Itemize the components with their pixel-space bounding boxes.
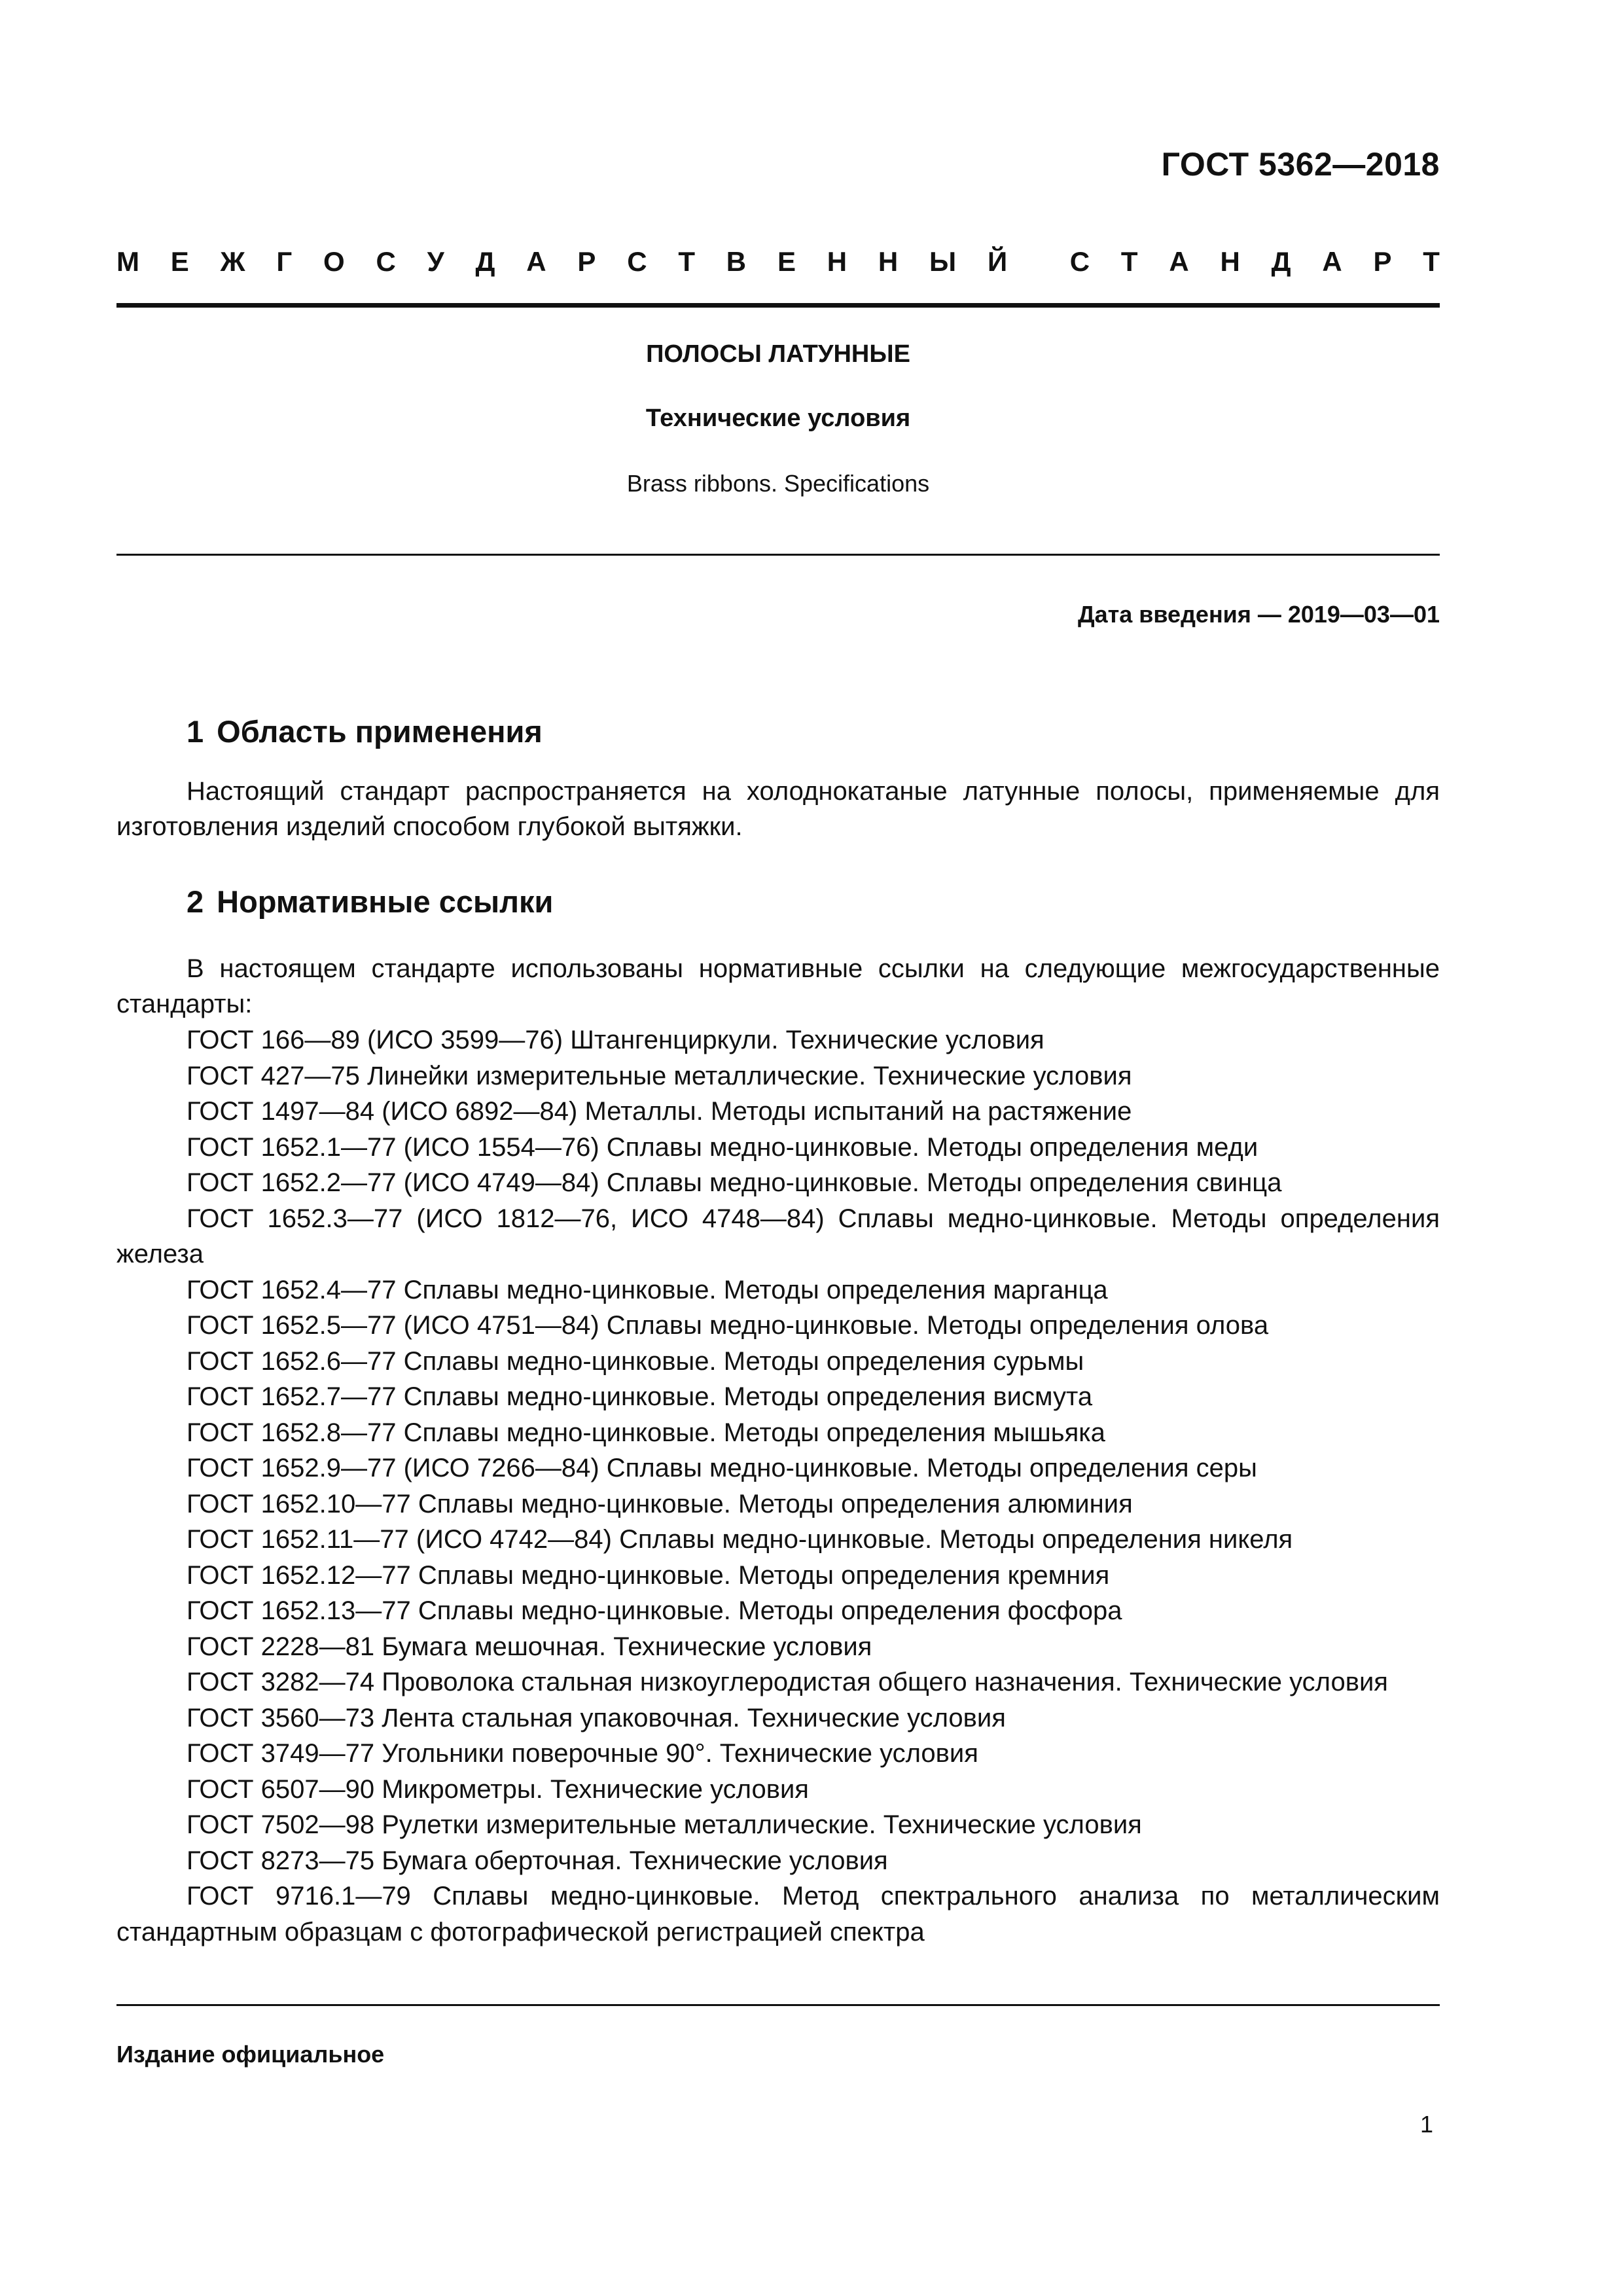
reference-item: ГОСТ 1652.11—77 (ИСО 4742—84) Сплавы медно-цинковые. Методы определения никеля	[187, 1525, 1293, 1554]
banner-letter: Т	[678, 246, 695, 277]
banner-letter: Д	[475, 246, 495, 277]
reference-item: ГОСТ 1652.6—77 Сплавы медно-цинковые. Методы определения сурьмы	[187, 1346, 1084, 1376]
standard-number: ГОСТ 5362—2018	[1161, 146, 1440, 183]
normative-references-list	[116, 1022, 1440, 1950]
reference-item: ГОСТ 427—75 Линейки измерительные металлические. Технические условия	[187, 1061, 1132, 1090]
banner-letter: А	[1169, 246, 1189, 277]
banner-letter: С	[376, 246, 396, 277]
reference-item: ГОСТ 1652.8—77 Сплавы медно-цинковые. Методы определения мышьяка	[187, 1418, 1105, 1447]
section-2-intro	[116, 951, 1440, 1022]
reference-item: ГОСТ 1652.10—77 Сплавы медно-цинковые. Методы определения алюминия	[187, 1489, 1133, 1518]
header-divider	[116, 303, 1440, 308]
reference-item: ГОСТ 1652.3—77 (ИСО 1812—76, ИСО 4748—84) Сплавы медно-цинковые. Методы определения железа	[116, 1204, 1440, 1268]
banner-letter: Н	[878, 246, 899, 277]
reference-item: ГОСТ 8273—75 Бумага оберточная. Технические условия	[187, 1846, 888, 1875]
introduction-date: Дата введения — 2019—03—01	[1077, 601, 1440, 628]
banner-letter: Т	[1120, 246, 1138, 277]
section-2-intro-paragraph: В настоящем стандарте использованы нормативные ссылки на следующие межгосударственные стандарты:	[116, 954, 1440, 1018]
reference-item: ГОСТ 1652.12—77 Сплавы медно-цинковые. Методы определения кремния	[187, 1560, 1110, 1590]
document-title: ПОЛОСЫ ЛАТУННЫЕ	[646, 340, 910, 368]
banner-letter: Н	[827, 246, 847, 277]
banner-letter: О	[323, 246, 345, 277]
page-number: 1	[1419, 2111, 1433, 2138]
reference-item: ГОСТ 3749—77 Угольники поверочные 90°. Технические условия	[187, 1739, 978, 1768]
banner-letter: А	[526, 246, 546, 277]
banner-letter: Д	[1271, 246, 1291, 277]
banner-letter: Г	[276, 246, 293, 277]
reference-item: ГОСТ 1652.1—77 (ИСО 1554—76) Сплавы медно-цинковые. Методы определения меди	[187, 1132, 1258, 1162]
reference-item: ГОСТ 3560—73 Лента стальная упаковочная. Технические условия	[187, 1703, 1006, 1732]
section-2-heading	[187, 884, 553, 920]
section-2-title: Нормативные ссылки	[217, 884, 554, 919]
reference-item: ГОСТ 7502—98 Рулетки измерительные металлические. Технические условия	[187, 1810, 1142, 1839]
document-subtitle: Технические условия	[645, 404, 911, 432]
reference-item: ГОСТ 9716.1—79 Сплавы медно-цинковые. Метод спектрального анализа по металлическим стандартным образцам с фотографической регистрацией спектра	[116, 1882, 1440, 1946]
banner-letter: С	[627, 246, 647, 277]
banner-letter: Ж	[220, 246, 245, 277]
banner-letter: М	[116, 246, 139, 277]
section-1-title: Область применения	[217, 714, 543, 749]
banner-letter: Й	[987, 246, 1008, 277]
standard-type-banner	[116, 246, 1440, 278]
section-1-heading	[187, 713, 543, 749]
reference-item: ГОСТ 1652.4—77 Сплавы медно-цинковые. Методы определения марганца	[187, 1275, 1108, 1304]
reference-item: ГОСТ 1497—84 (ИСО 6892—84) Металлы. Методы испытаний на растяжение	[187, 1097, 1132, 1126]
official-edition-label: Издание официальное	[116, 2041, 385, 2068]
banner-letter: В	[726, 246, 747, 277]
banner-letter: С	[1069, 246, 1090, 277]
reference-item: ГОСТ 3282—74 Проволока стальная низкоуглеродистая общего назначения. Технические условия	[187, 1668, 1388, 1696]
section-1-number: 1	[187, 714, 204, 749]
banner-letter: Т	[1423, 246, 1440, 277]
footer-divider	[116, 2004, 1440, 2006]
reference-item: ГОСТ 6507—90 Микрометры. Технические условия	[187, 1774, 809, 1804]
banner-letter: Ы	[929, 246, 957, 277]
reference-item: ГОСТ 1652.2—77 (ИСО 4749—84) Сплавы медно-цинковые. Методы определения свинца	[187, 1168, 1282, 1197]
section-1-paragraph: Настоящий стандарт распространяется на холоднокатаные латунные полосы, применяемые для изготовления изделий способом глубокой вытяжки.	[116, 777, 1440, 841]
title-divider	[116, 554, 1440, 556]
banner-letter: Н	[1220, 246, 1240, 277]
reference-item: ГОСТ 1652.13—77 Сплавы медно-цинковые. Методы определения фосфора	[187, 1596, 1122, 1625]
banner-letter: У	[427, 246, 444, 277]
section-1-body	[116, 774, 1440, 844]
banner-letter: А	[1322, 246, 1342, 277]
banner-letter: Е	[777, 246, 796, 277]
section-2-number: 2	[187, 884, 204, 919]
reference-item: ГОСТ 2228—81 Бумага мешочная. Технические условия	[187, 1632, 872, 1661]
banner-letter: Р	[577, 246, 596, 277]
banner-letter: Р	[1373, 246, 1392, 277]
reference-item: ГОСТ 1652.7—77 Сплавы медно-цинковые. Методы определения висмута	[187, 1382, 1093, 1411]
reference-item: ГОСТ 1652.9—77 (ИСО 7266—84) Сплавы медно-цинковые. Методы определения серы	[187, 1454, 1257, 1482]
document-title-english: Brass ribbons. Specifications	[626, 470, 930, 497]
reference-item: ГОСТ 166—89 (ИСО 3599—76) Штангенциркули. Технические условия	[187, 1026, 1044, 1054]
reference-item: ГОСТ 1652.5—77 (ИСО 4751—84) Сплавы медно-цинковые. Методы определения олова	[187, 1311, 1269, 1340]
banner-letter: Е	[170, 246, 189, 277]
